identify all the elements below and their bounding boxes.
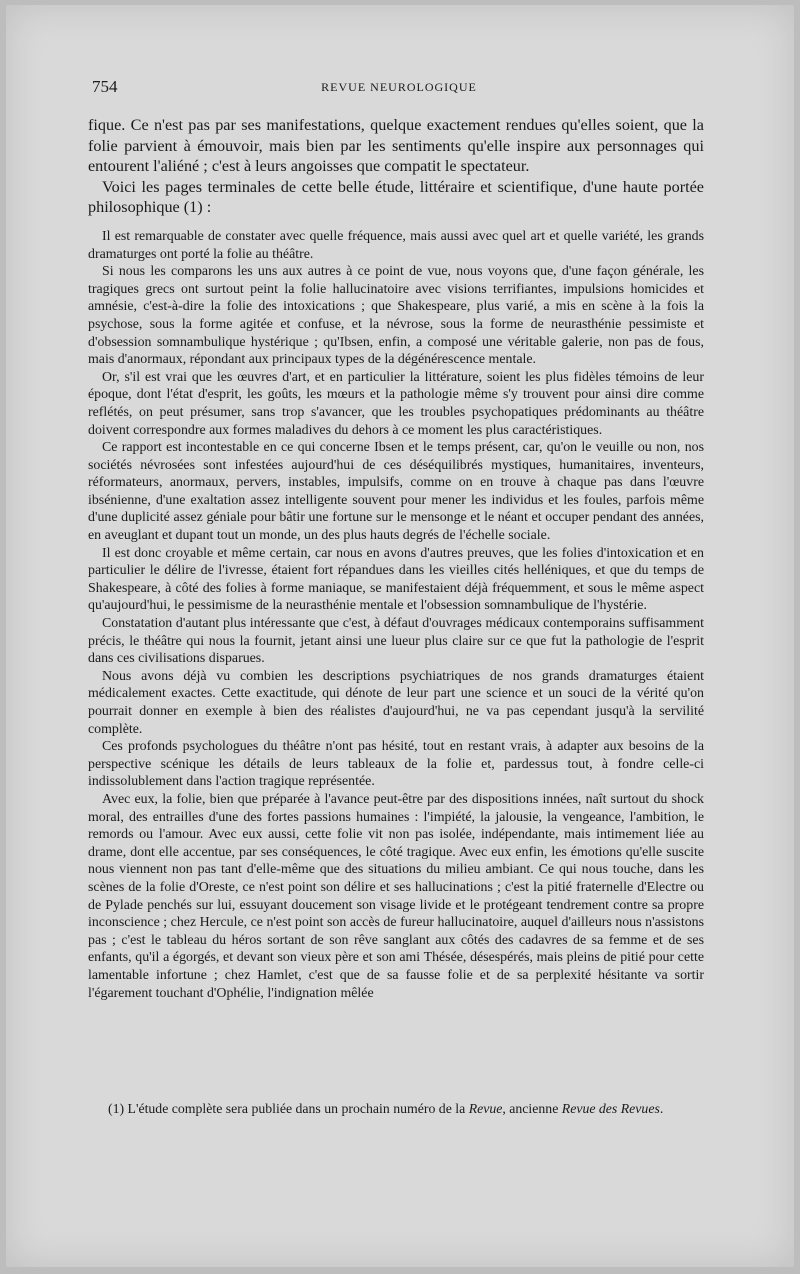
footnote-text-3: . (659, 1101, 664, 1116)
footnote (88, 1100, 704, 1118)
page-header (92, 77, 706, 99)
running-title: REVUE NEUROLOGIQUE (321, 80, 477, 94)
body-paragraph: Voici les pages terminales de cette belle étude, littéraire et scientifique, d'une haute portée philosophique (1) : (88, 177, 704, 217)
quote-paragraph: Il est remarquable de constater avec quelle fréquence, mais aussi avec quel art et quelle variété, les grands dramaturges ont porté la folie au théâtre. (88, 228, 704, 262)
quote-paragraph: Avec eux, la folie, bien que préparée à l'avance peut-être par des dispositions innées, naît surtout du shock moral, des entrailles d'une des fortes passions humaines : l'impiété, la jalousie, la vengeance, l'ambition, le remords ou l'amour. Avec eux aussi, cette folie vit non pas isolée, indépendante, mais intimement liée au drame, dont elle accentue, par ses conséquences, le côté tragique. Avec eux enfin, les émotions qu'elle suscite nous viennent non pas tant d'elle-même que des situations du milieu ambiant. Ce qui nous touche, dans les scènes de la folie d'Oreste, ce n'est point son délire et ses hallucinations ; c'est la pitié fraternelle d'Electre ou de Pylade penchés sur lui, essuyant doucement son visage livide et le protégeant tendrement contre sa propre inconscience ; chez Hercule, ce n'est point son accès de fureur hallucinatoire, auquel d'ailleurs nous n'assistons pas ; c'est le tableau du héros sortant de son rêve sanglant aux côtés des cadavres de sa femme et de ses enfants, qu'il a égorgés, et devant son vieux père et son ami Thésée, désespérés, mais pleins de pitié pour cette lamentable infortune ; chez Hamlet, c'est que de sa fausse folie et de sa perplexité hésitante va sortir l'égarement touchant d'Ophélie, l'indignation mêlée (88, 791, 704, 1001)
main-text (88, 115, 704, 1002)
quote-paragraph: Nous avons déjà vu combien les descriptions psychiatriques de nos grands dramaturges étaient médicalement exactes. Cette exactitude, qui dénote de leur part une science et un souci de la vérité qu'on pourrait donner en exemple à bien des réalistes d'aujourd'hui, ne va pas cependant jusqu'à la servilité complète. (88, 668, 704, 737)
footnote-italic-revue: Revue (468, 1101, 503, 1116)
quote-paragraph: Or, s'il est vrai que les œuvres d'art, et en particulier la littérature, soient les plus fidèles témoins de leur époque, dont l'état d'esprit, les goûts, les mœurs et la pathologie même s'y trouvent pour ainsi dire comme reflétés, on peut présumer, sans trop s'avancer, que les troubles psychopatiques prédominants au théâtre doivent correspondre aux formes maladives du dehors à ce moment les plus caractéristiques. (88, 369, 704, 438)
quote-paragraph: Ce rapport est incontestable en ce qui concerne Ibsen et le temps présent, car, qu'on le veuille ou non, nos sociétés névrosées sont infestées aujourd'hui de ces déséquilibrés mystiques, humanitaires, inventeurs, réformateurs, anormaux, pervers, instables, impulsifs, comme on en trouve à chaque pas dans l'œuvre ibsénienne, d'une exaltation assez intelligente souvent pour mener les individus et les foules, parfois même d'une duplicité assez géniale pour bâtir une fortune sur le mensonge et le néant et occuper pendant des années, en aveuglant et dupant tout un monde, un des plus hauts degrés de l'échelle sociale. (88, 440, 704, 544)
body-paragraph: fique. Ce n'est pas par ses manifestations, quelque exactement rendues qu'elles soient, que la folie parvient à émouvoir, mais bien par les sentiments qu'elle inspire aux personnages qui entourent l'aliéné ; c'est à leurs angoisses que compatit le spectateur. (88, 116, 704, 176)
quote-paragraph: Si nous les comparons les uns aux autres à ce point de vue, nous voyons que, d'une façon générale, les tragiques grecs ont surtout peint la folie hallucinatoire avec visions terrifiantes, impulsions homicides et amnésie, c'est-à-dire la folie des intoxications ; que Shakespeare, plus varié, a mis en scène à la fois la psychose, sous la forme agitée et confuse, et la névrose, sous la forme de neurasthénie pessimiste et d'obsession somnambulique hystérique ; qu'Ibsen, enfin, a composé une véritable galerie, non pas de fous, mais d'anormaux, répondant aux principaux types de la dégénérescence mentale. (88, 264, 704, 368)
footnote-italic-revue-des-revues: Revue des Revues (561, 1101, 660, 1116)
quote-paragraph: Ces profonds psychologues du théâtre n'ont pas hésité, tout en restant vrais, à adapter aux besoins de la perspective scénique les détails de leurs tableaux de la folie et, pardessus tout, à fondre celle-ci indissolublement dans l'action tragique représentée. (88, 739, 704, 790)
quoted-passage (88, 228, 704, 1002)
page-number: 754 (92, 77, 118, 96)
quote-paragraph: Constatation d'autant plus intéressante que c'est, à défaut d'ouvrages médicaux contemporains suffisamment précis, le théâtre qui nous la fournit, jetant ainsi une lueur plus claire sur ce que fut la pathologie de l'esprit dans ces civilisations disparues. (88, 616, 704, 667)
footnote-text: (1) L'étude complète sera publiée dans un prochain numéro de la (108, 1101, 469, 1116)
quote-paragraph: Il est donc croyable et même certain, car nous en avons d'autres preuves, que les folies d'intoxication et en particulier le délire de l'ivresse, étaient fort répandues dans les vieilles cités helléniques, et que du temps de Shakespeare, à côté des folies à forme maniaque, se manifestaient déjà fréquemment, et sous le même aspect qu'aujourd'hui, le pessimisme de la neurasthénie mentale et l'obsession somnambulique de l'hystérie. (88, 545, 704, 614)
footnote-text-2: , ancienne (502, 1101, 562, 1116)
